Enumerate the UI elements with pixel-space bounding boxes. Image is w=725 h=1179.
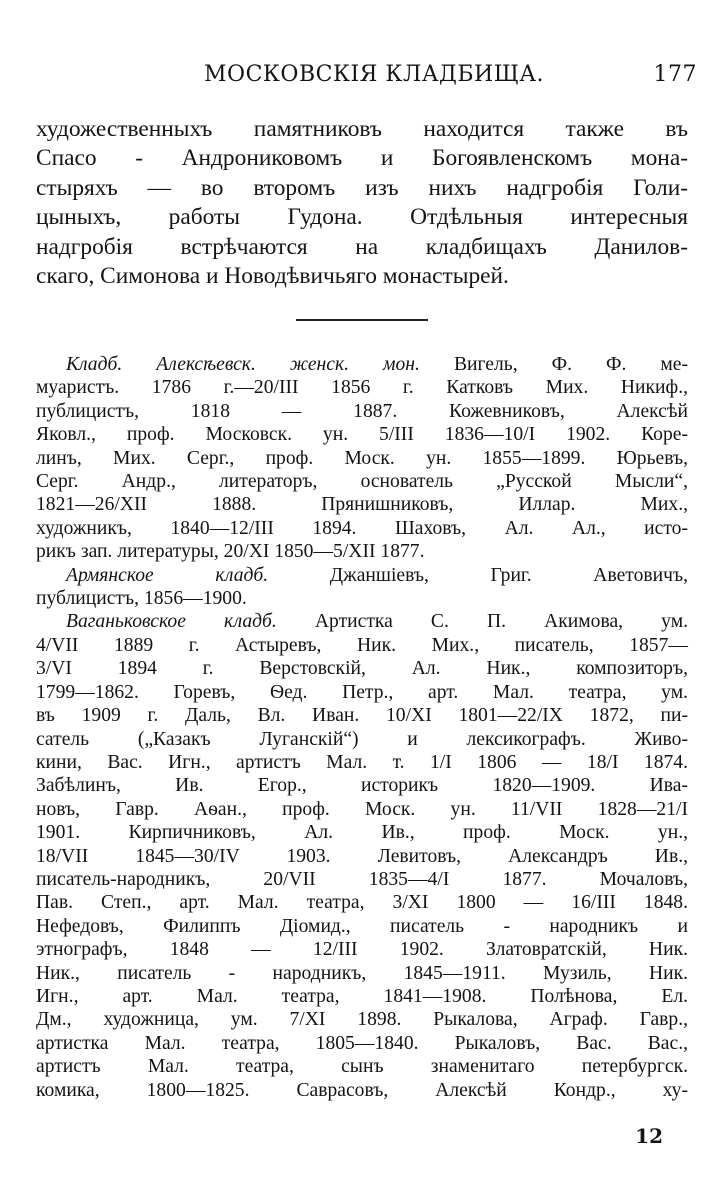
entry-text: Дм., художница, ум. 7/XI 1898. Рыкалова, Аграф. Гавр., — [36, 1009, 688, 1031]
entry-text: артистъ Мал. театра, сынъ знаменитаго петербургск. — [36, 1056, 688, 1078]
entry-line — [36, 798, 688, 821]
entry-text: 18/VII 1845—30/IV 1903. Левитовъ, Александръ Ив., — [36, 845, 688, 867]
entry-line — [36, 774, 688, 797]
entry-text: публицистъ, 1818 — 1887. Кожевниковъ, Алексѣй — [36, 400, 688, 422]
entry-line — [36, 681, 688, 704]
entry-line — [36, 1055, 688, 1078]
entry-text: художникъ, 1840—12/III 1894. Шаховъ, Ал. Ал., исто- — [36, 517, 688, 539]
entry-text: новъ, Гавр. Аѳан., проф. Моск. ун. 11/VII 1828—21/I — [36, 798, 688, 820]
entry-text: 1799—1862. Горевъ, Ѳед. Петр., арт. Мал. театра, ум. — [36, 681, 688, 703]
cemetery-name: Ваганьковское кладб. — [66, 611, 277, 633]
entry-text: въ 1909 г. Даль, Вл. Иван. 10/XI 1801—22/IX 1872, пи- — [36, 705, 688, 727]
entry-text: 3/VI 1894 г. Верстовскій, Ал. Ник., композиторъ, — [36, 658, 688, 680]
entry-line — [36, 728, 688, 751]
entry-text: Игн., арт. Мал. театра, 1841—1908. Полѣнова, Ел. — [36, 985, 688, 1007]
printer-signature-mark: 12 — [635, 1124, 663, 1148]
entry-line — [36, 1008, 688, 1031]
entry-text: сатель („Казакъ Луганскій“) и лексикографъ. Живо- — [36, 728, 688, 750]
intro-line: художественныхъ памятниковъ находится также въ — [36, 116, 688, 142]
intro-line: скаго, Симонова и Новодѣвичьяго монастырей. — [36, 263, 509, 290]
cemetery-name: Армянское кладб. — [66, 564, 269, 586]
entry-line — [36, 376, 688, 399]
entry-text: Артистка С. П. Акимова, ум. — [276, 611, 688, 633]
entry-text: писатель-народникъ, 20/VII 1835—4/I 1877. Мочаловъ, — [36, 868, 688, 890]
intro-paragraph — [36, 115, 688, 291]
entry-text: 4/VII 1889 г. Астыревъ, Ник. Мих., писатель, 1857— — [36, 634, 688, 656]
entry-line — [36, 868, 688, 891]
running-title: МОСКОВСКІЯ КЛАДБИЩА. — [204, 62, 544, 87]
entry-line — [36, 610, 688, 633]
entry-line — [36, 962, 688, 985]
entry-line — [36, 845, 688, 868]
entry-text: 1821—26/XII 1888. Прянишниковъ, Иллар. Мих., — [36, 494, 688, 516]
entry-line — [36, 657, 688, 680]
entry-text: Вигель, Ф. Ф. ме- — [419, 354, 688, 375]
entry-line — [36, 423, 688, 446]
intro-line: Спасо - Андрониковомъ и Богоявленскомъ мона- — [36, 145, 688, 172]
entry-line — [36, 891, 688, 914]
entry-text: этнографъ, 1848 — 12/III 1902. Златовратскій, Ник. — [36, 939, 688, 961]
section-divider — [296, 319, 428, 321]
entry-line — [36, 517, 688, 540]
intro-line: стыряхъ — во второмъ изъ нихъ надгробія Голи- — [36, 174, 688, 201]
entry-text: кини, Вас. Игн., артистъ Мал. т. 1/I 1806 — 18/I 1874. — [36, 751, 688, 773]
entry-line — [36, 985, 688, 1008]
entry-line — [36, 704, 688, 727]
entry-line — [36, 564, 688, 587]
entry-line — [36, 353, 688, 376]
entry-text: Яковл., проф. Московск. ун. 5/III 1836—10/I 1902. Коре- — [36, 424, 688, 446]
entry-text: муаристъ. 1786 г.—20/III 1856 г. Катковъ Мих. Никиф., — [36, 377, 688, 399]
intro-line: надгробія встрѣчаются на кладбищахъ Данилов- — [36, 233, 688, 260]
entry-text: Нефедовъ, Филиппъ Діомид., писатель - народникъ и — [36, 915, 688, 937]
entry-line — [36, 1079, 688, 1102]
entry-line — [36, 470, 688, 493]
entry-text: Джаншіевъ, Григ. Аветовичъ, — [268, 564, 688, 586]
entry-line — [36, 400, 688, 423]
entry-text: Серг. Андр., литераторъ, основатель „Русской Мысли“, — [36, 471, 688, 493]
entry-text: Ник., писатель - народникъ, 1845—1911. Музиль, Ник. — [36, 962, 688, 984]
entry-text: линъ, Мих. Серг., проф. Моск. ун. 1855—1899. Юрьевъ, — [36, 447, 688, 469]
entry-line — [36, 751, 688, 774]
entry-text: артистка Мал. театра, 1805—1840. Рыкаловъ, Вас. Вас., — [36, 1032, 688, 1054]
entry-line — [36, 493, 688, 516]
entry-text: 1901. Кирпичниковъ, Ал. Ив., проф. Моск. ун., — [36, 822, 688, 844]
entry-line — [36, 587, 688, 610]
cemetery-name: Кладб. Алексѣевск. женск. мон. — [66, 354, 420, 375]
entry-line — [36, 938, 688, 961]
entry-text: рикъ зап. литературы, 20/XI 1850—5/XII 1877. — [36, 541, 425, 563]
entry-text: Пав. Степ., арт. Мал. театра, 3/XI 1800 — 16/III 1848. — [36, 892, 688, 914]
entry-line — [36, 447, 688, 470]
entry-line — [36, 821, 688, 844]
intro-line: цыныхъ, работы Гудона. Отдѣльныя интересныя — [36, 204, 688, 231]
running-header — [30, 62, 701, 92]
cemetery-entries — [36, 353, 688, 1102]
entry-text: Забѣлинъ, Ив. Егор., историкъ 1820—1909. Ива- — [36, 775, 688, 797]
page-number: 177 — [653, 62, 697, 87]
entry-line — [36, 540, 688, 563]
entry-line — [36, 915, 688, 938]
entry-text: публицистъ, 1856—1900. — [36, 588, 247, 610]
entry-line — [36, 1032, 688, 1055]
entry-line — [36, 634, 688, 657]
entry-text: комика, 1800—1825. Саврасовъ, Алексѣй Кондр., ху- — [36, 1079, 688, 1101]
